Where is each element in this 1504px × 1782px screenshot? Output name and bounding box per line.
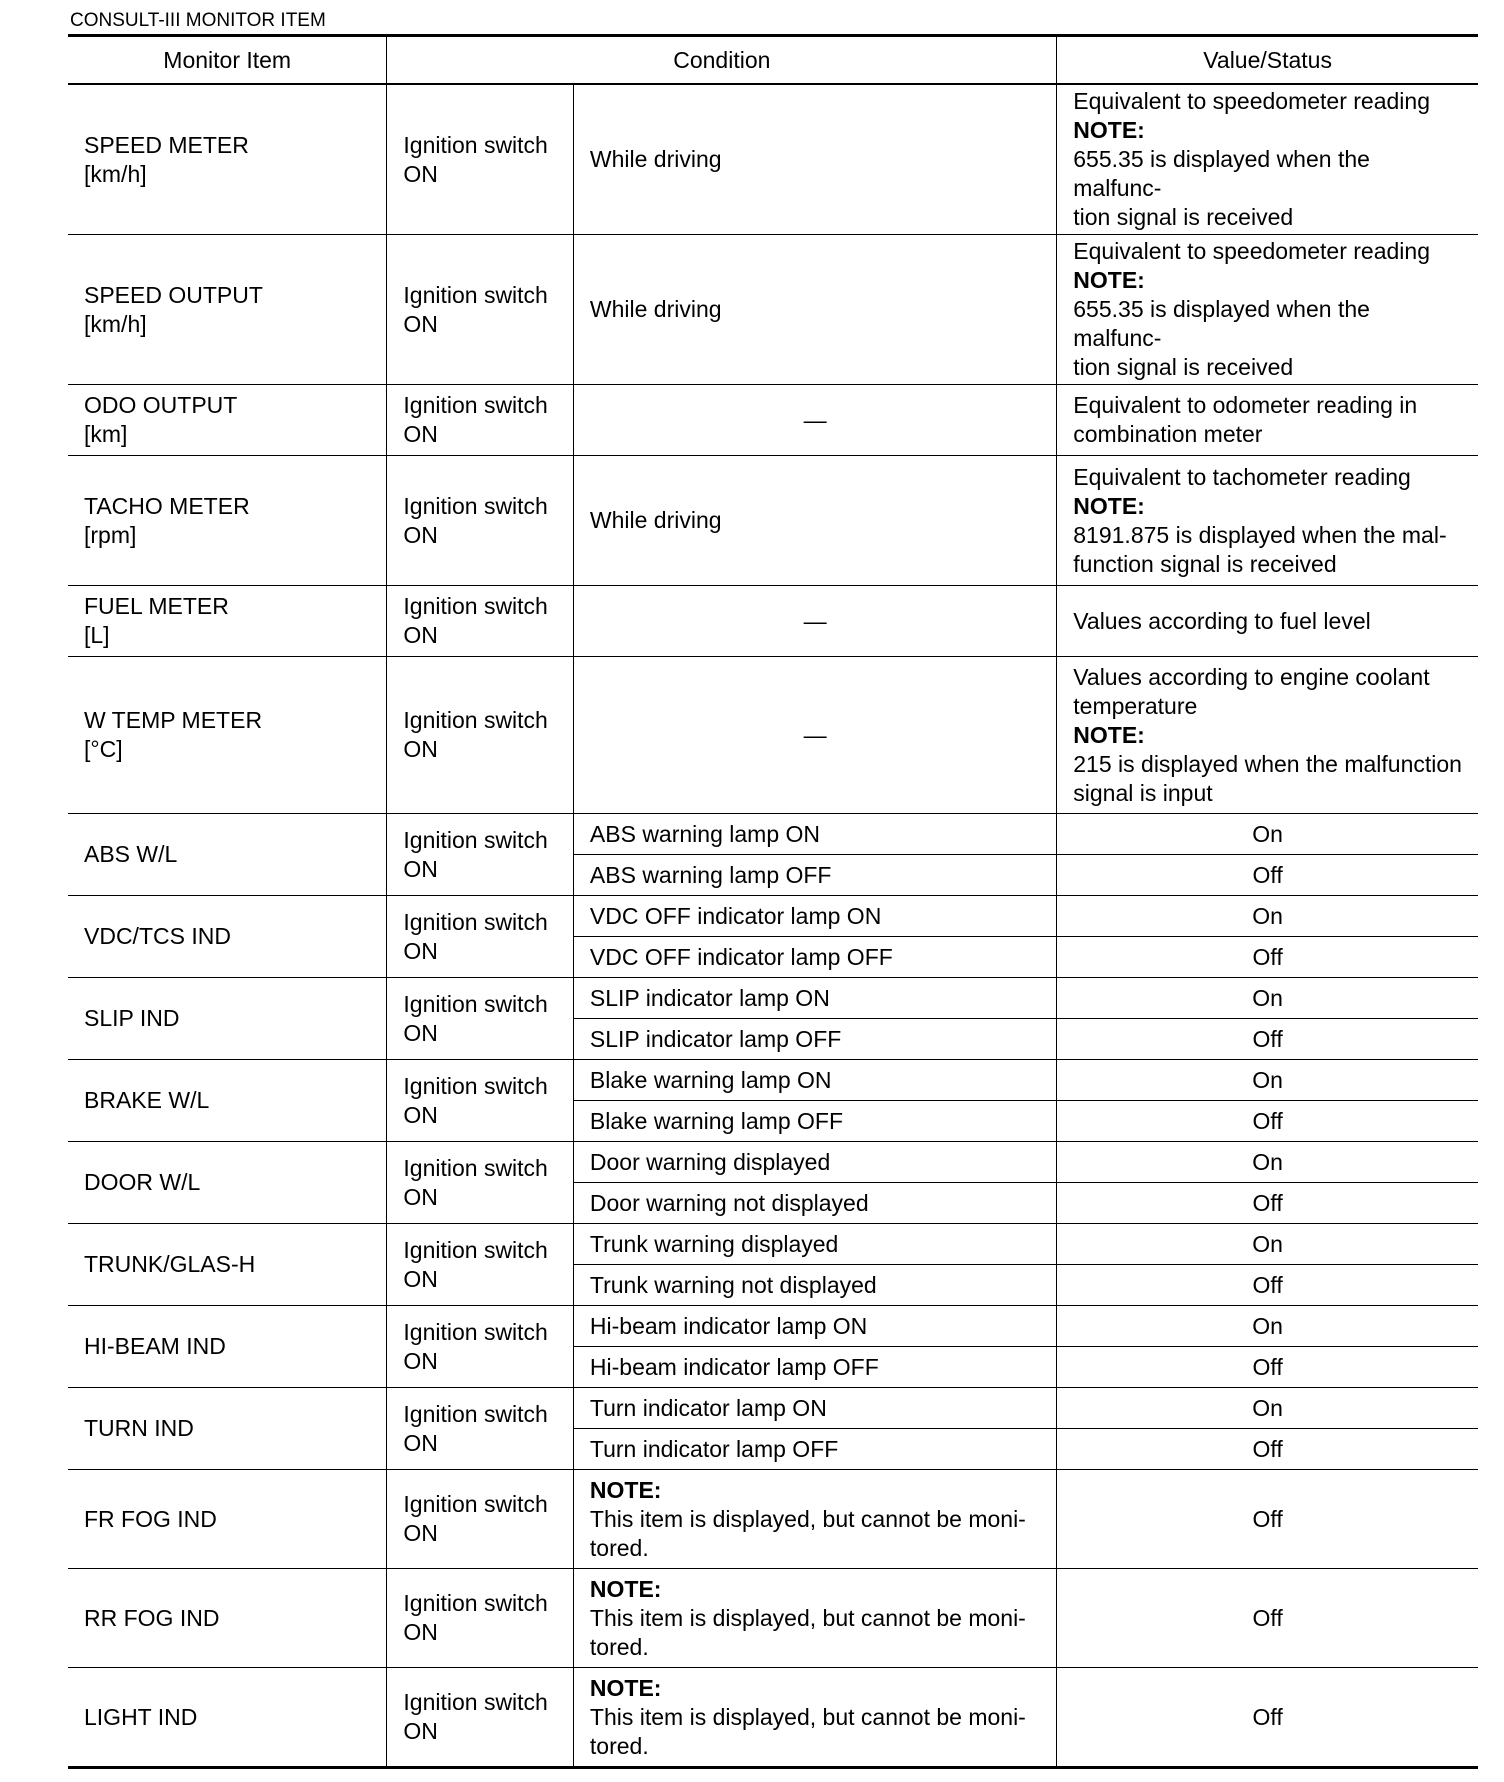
table-row	[68, 235, 1478, 385]
table-row	[68, 1668, 1478, 1768]
table-row	[68, 1569, 1478, 1668]
value-cell: On	[1057, 1306, 1478, 1347]
condition-cell: While driving	[573, 84, 1056, 235]
header-condition: Condition	[387, 36, 1057, 85]
monitor-item-cell: FR FOG IND	[68, 1470, 387, 1569]
note-label: NOTE:	[1073, 267, 1145, 293]
table-row	[68, 1306, 1478, 1347]
value-cell	[1057, 84, 1478, 235]
monitor-item-cell: ABS W/L	[68, 814, 387, 896]
ignition-cell: Ignition switch ON	[387, 1306, 574, 1388]
condition-cell: —	[573, 586, 1056, 657]
value-cell: Off	[1057, 1265, 1478, 1306]
ignition-cell: Ignition switch ON	[387, 1569, 574, 1668]
table-row	[68, 1388, 1478, 1429]
value-cell: On	[1057, 978, 1478, 1019]
ignition-cell: Ignition switch ON	[387, 1060, 574, 1142]
ignition-cell: Ignition switch ON	[387, 84, 574, 235]
ignition-cell: Ignition switch ON	[387, 814, 574, 896]
ignition-cell: Ignition switch ON	[387, 456, 574, 586]
note-text: 655.35 is displayed when the malfunc- tion signal is received	[1073, 146, 1370, 230]
monitor-item-cell: DOOR W/L	[68, 1142, 387, 1224]
monitor-item-cell: RR FOG IND	[68, 1569, 387, 1668]
table-row	[68, 456, 1478, 586]
monitor-item-cell: TRUNK/GLAS-H	[68, 1224, 387, 1306]
value-cell: Off	[1057, 1470, 1478, 1569]
note-text: 8191.875 is displayed when the mal- function signal is received	[1073, 521, 1447, 577]
condition-cell: —	[573, 657, 1056, 814]
ignition-cell: Ignition switch ON	[387, 586, 574, 657]
condition-cell: —	[573, 385, 1056, 456]
monitor-item-cell: SLIP IND	[68, 978, 387, 1060]
condition-cell: SLIP indicator lamp ON	[573, 978, 1056, 1019]
value-cell: Off	[1057, 1101, 1478, 1142]
value-cell: On	[1057, 1142, 1478, 1183]
ignition-cell: Ignition switch ON	[387, 896, 574, 978]
condition-cell: VDC OFF indicator lamp OFF	[573, 937, 1056, 978]
monitor-item-cell: W TEMP METER [°C]	[68, 657, 387, 814]
table-row	[68, 1060, 1478, 1101]
note-label: NOTE:	[1073, 117, 1145, 143]
note-label: NOTE:	[1073, 721, 1145, 748]
condition-cell: VDC OFF indicator lamp ON	[573, 896, 1056, 937]
value-cell: On	[1057, 814, 1478, 855]
note-text: 655.35 is displayed when the malfunc- tion signal is received	[1073, 296, 1370, 380]
table-row	[68, 84, 1478, 235]
value-cell: Off	[1057, 1347, 1478, 1388]
monitor-item-table	[68, 34, 1478, 1769]
monitor-item-cell: FUEL METER [L]	[68, 586, 387, 657]
value-text: Equivalent to speedometer reading	[1073, 238, 1431, 264]
condition-cell: Blake warning lamp OFF	[573, 1101, 1056, 1142]
note-label: NOTE:	[589, 1674, 662, 1701]
value-cell	[1057, 235, 1478, 385]
table-row	[68, 385, 1478, 456]
condition-cell: Trunk warning not displayed	[573, 1265, 1056, 1306]
value-cell: On	[1057, 896, 1478, 937]
monitor-item-cell: LIGHT IND	[68, 1668, 387, 1768]
value-cell: Off	[1057, 1429, 1478, 1470]
note-label: NOTE:	[589, 1476, 662, 1503]
condition-cell: Turn indicator lamp ON	[573, 1388, 1056, 1429]
condition-cell: Door warning displayed	[573, 1142, 1056, 1183]
condition-cell: Turn indicator lamp OFF	[573, 1429, 1056, 1470]
value-cell: Values according to fuel level	[1057, 586, 1478, 657]
table-row	[68, 657, 1478, 814]
value-cell: Equivalent to odometer reading in combination meter	[1057, 385, 1478, 456]
table-row	[68, 978, 1478, 1019]
value-text: Values according to engine coolant temperature	[1073, 663, 1430, 719]
monitor-item-cell: HI-BEAM IND	[68, 1306, 387, 1388]
condition-cell: Door warning not displayed	[573, 1183, 1056, 1224]
ignition-cell: Ignition switch ON	[387, 1142, 574, 1224]
value-cell: Off	[1057, 1019, 1478, 1060]
monitor-item-cell: SPEED METER [km/h]	[68, 84, 387, 235]
condition-cell: Trunk warning displayed	[573, 1224, 1056, 1265]
monitor-item-cell: SPEED OUTPUT [km/h]	[68, 235, 387, 385]
header-value-status: Value/Status	[1057, 36, 1478, 85]
ignition-cell: Ignition switch ON	[387, 1470, 574, 1569]
condition-cell: SLIP indicator lamp OFF	[573, 1019, 1056, 1060]
note-text: This item is displayed, but cannot be moni- tored.	[589, 1604, 1026, 1660]
ignition-cell: Ignition switch ON	[387, 657, 574, 814]
ignition-cell: Ignition switch ON	[387, 385, 574, 456]
value-cell: Off	[1057, 1569, 1478, 1668]
table-row	[68, 1142, 1478, 1183]
monitor-item-cell: TACHO METER [rpm]	[68, 456, 387, 586]
note-text: This item is displayed, but cannot be moni- tored.	[589, 1505, 1026, 1561]
value-cell	[1057, 456, 1478, 586]
monitor-item-cell: TURN IND	[68, 1388, 387, 1470]
note-text: 215 is displayed when the malfunction signal is input	[1073, 750, 1462, 806]
value-cell: On	[1057, 1060, 1478, 1101]
note-label: NOTE:	[589, 1575, 662, 1602]
ignition-cell: Ignition switch ON	[387, 978, 574, 1060]
table-row	[68, 1224, 1478, 1265]
condition-cell: While driving	[573, 235, 1056, 385]
condition-cell: Hi-beam indicator lamp ON	[573, 1306, 1056, 1347]
table-row	[68, 586, 1478, 657]
value-cell	[1057, 657, 1478, 814]
table-row	[68, 1470, 1478, 1569]
ignition-cell: Ignition switch ON	[387, 1388, 574, 1470]
value-text: Equivalent to tachometer reading	[1073, 463, 1411, 490]
condition-cell: ABS warning lamp OFF	[573, 855, 1056, 896]
monitor-item-cell: ODO OUTPUT [km]	[68, 385, 387, 456]
condition-cell: Hi-beam indicator lamp OFF	[573, 1347, 1056, 1388]
note-text: This item is displayed, but cannot be moni- tored.	[589, 1703, 1026, 1759]
table-caption: CONSULT-III MONITOR ITEM	[70, 10, 326, 31]
ignition-cell: Ignition switch ON	[387, 235, 574, 385]
value-cell: Off	[1057, 1183, 1478, 1224]
value-text: Equivalent to speedometer reading	[1073, 88, 1431, 114]
note-label: NOTE:	[1073, 492, 1145, 519]
value-cell: Off	[1057, 937, 1478, 978]
table-row	[68, 896, 1478, 937]
monitor-item-cell: BRAKE W/L	[68, 1060, 387, 1142]
condition-cell	[573, 1470, 1056, 1569]
value-cell: Off	[1057, 855, 1478, 896]
ignition-cell: Ignition switch ON	[387, 1224, 574, 1306]
condition-cell	[573, 1668, 1056, 1768]
table-header-row	[68, 36, 1478, 85]
value-cell: On	[1057, 1224, 1478, 1265]
value-cell: Off	[1057, 1668, 1478, 1768]
monitor-item-cell: VDC/TCS IND	[68, 896, 387, 978]
condition-cell: While driving	[573, 456, 1056, 586]
condition-cell	[573, 1569, 1056, 1668]
condition-cell: ABS warning lamp ON	[573, 814, 1056, 855]
table-row	[68, 814, 1478, 855]
header-monitor-item: Monitor Item	[68, 36, 387, 85]
value-cell: On	[1057, 1388, 1478, 1429]
condition-cell: Blake warning lamp ON	[573, 1060, 1056, 1101]
ignition-cell: Ignition switch ON	[387, 1668, 574, 1768]
